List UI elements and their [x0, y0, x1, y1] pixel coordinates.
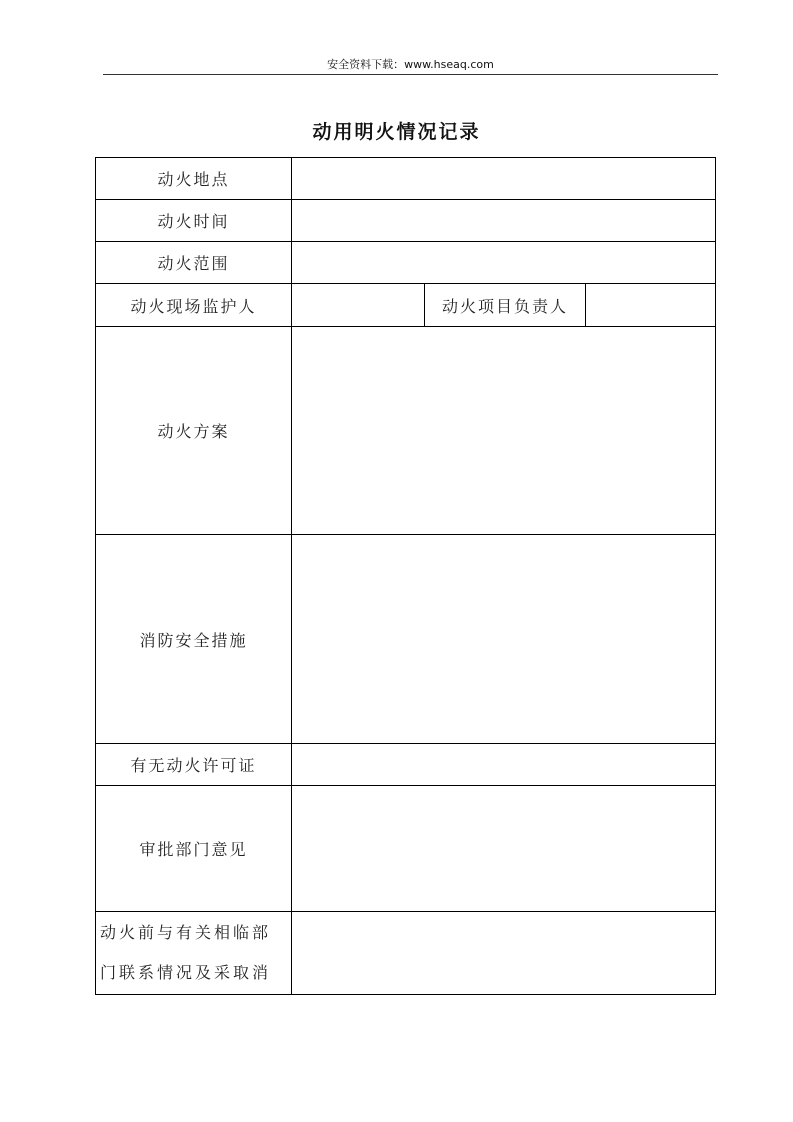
row-fire-time [96, 200, 716, 242]
fire-safety-measures-label: 消防安全措施 [96, 535, 292, 744]
page-header [103, 56, 718, 75]
row-fire-scope [96, 242, 716, 284]
site-supervisor-field[interactable] [292, 284, 425, 327]
fire-record-form [95, 157, 716, 995]
row-fire-permit [96, 744, 716, 786]
liaison-label [96, 912, 292, 995]
approval-opinion-field[interactable] [292, 786, 716, 912]
row-fire-plan [96, 327, 716, 535]
row-fire-location [96, 158, 716, 200]
document-title: 动用明火情况记录 [312, 121, 481, 143]
row-approval-opinion [96, 786, 716, 912]
fire-time-label: 动火时间 [96, 200, 292, 242]
row-personnel [96, 284, 716, 327]
fire-location-label: 动火地点 [96, 158, 292, 200]
liaison-label-line2: 门联系情况及采取消 [100, 963, 272, 982]
fire-scope-label: 动火范围 [96, 242, 292, 284]
fire-plan-label: 动火方案 [96, 327, 292, 535]
liaison-label-line1: 动火前与有关相临部 [100, 923, 272, 942]
fire-time-field[interactable] [292, 200, 716, 242]
approval-opinion-label: 审批部门意见 [96, 786, 292, 912]
site-supervisor-label: 动火现场监护人 [96, 284, 292, 327]
row-fire-safety-measures [96, 535, 716, 744]
liaison-field[interactable] [292, 912, 716, 995]
fire-permit-label: 有无动火许可证 [96, 744, 292, 786]
project-manager-field[interactable] [586, 284, 716, 327]
row-liaison [96, 912, 716, 995]
fire-location-field[interactable] [292, 158, 716, 200]
fire-safety-measures-field[interactable] [292, 535, 716, 744]
header-text: 安全资料下载：www.hseaq.com [327, 58, 494, 71]
fire-permit-field[interactable] [292, 744, 716, 786]
fire-scope-field[interactable] [292, 242, 716, 284]
fire-plan-field[interactable] [292, 327, 716, 535]
project-manager-label: 动火项目负责人 [425, 284, 586, 327]
